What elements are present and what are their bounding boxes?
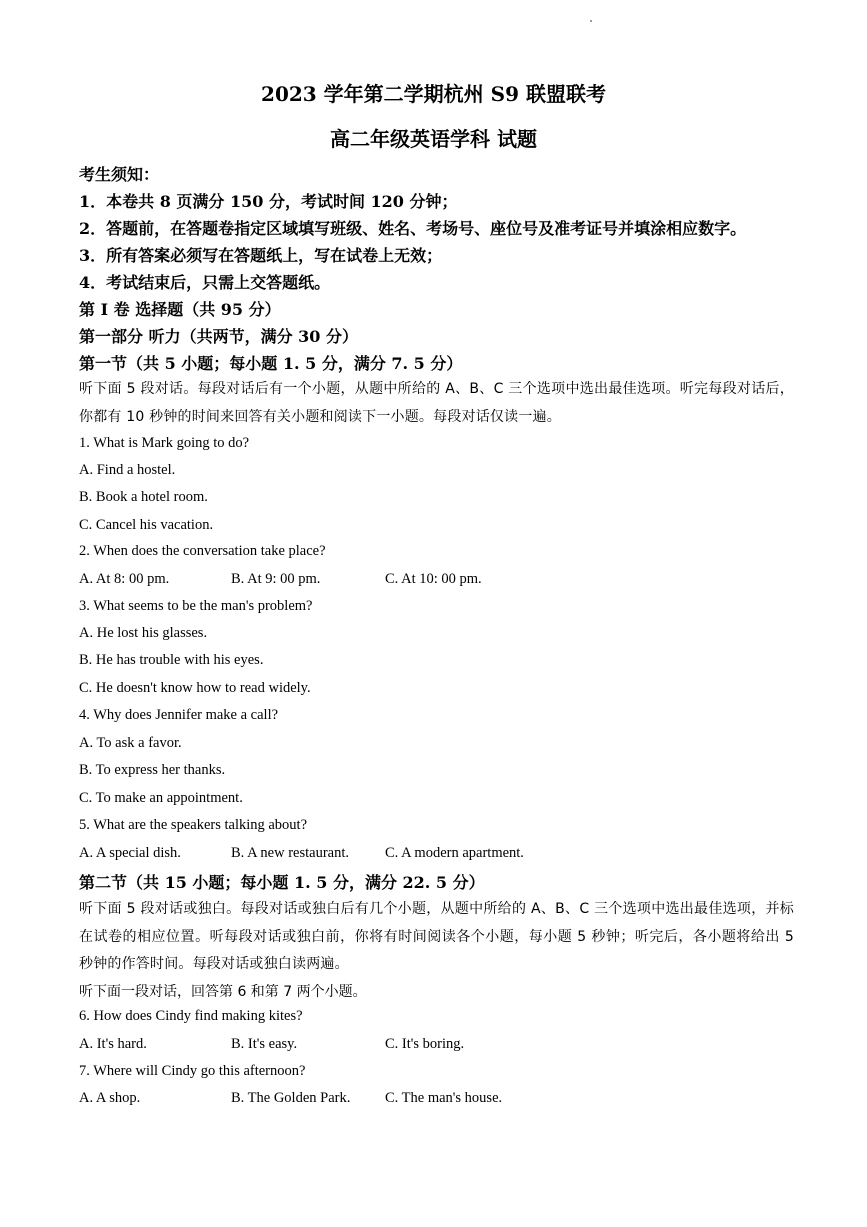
question-stem: 1. What is Mark going to do? (79, 435, 250, 451)
question-option: B. At 9: 00 pm. (231, 571, 321, 587)
question-option: B. It's easy. (231, 1036, 298, 1052)
question-option: B. A new restaurant. (231, 845, 349, 861)
exam-subtitle: 高二年级英语学科 试题 (330, 127, 537, 151)
section-two-heading: 第二节（共 15 小题；每小题 1. 5 分，满分 22. 5 分） (79, 873, 485, 892)
question-option: C. He doesn't know how to read widely. (79, 680, 311, 696)
question-option: B. Book a hotel room. (79, 489, 208, 505)
exam-title: 2023 学年第二学期杭州 S9 联盟联考 (261, 82, 606, 106)
question-option: B. He has trouble with his eyes. (79, 652, 264, 668)
question-stem: 5. What are the speakers talking about? (79, 817, 308, 833)
question-option: C. A modern apartment. (385, 845, 524, 861)
question-option: A. He lost his glasses. (79, 625, 208, 641)
question-stem: 6. How does Cindy find making kites? (79, 1008, 303, 1024)
question-stem: 3. What seems to be the man's problem? (79, 598, 313, 614)
scan-dot (590, 20, 592, 22)
question-stem: 4. Why does Jennifer make a call? (79, 707, 279, 723)
volume-heading: 第 I 卷 选择题（共 95 分） (79, 300, 281, 319)
question-option: C. Cancel his vacation. (79, 517, 214, 533)
question-option: B. The Golden Park. (231, 1090, 351, 1106)
section-one-instructions: 听下面 5 段对话。每段对话后有一个小题，从题中所给的 A、B、C 三个选项中选出最佳选项。听完每段对话后，你都有 10 秒钟的时间来回答有关小题和阅读下一小题。每段对话仅读一遍。 (79, 381, 794, 425)
question-option: C. To make an appointment. (79, 790, 243, 806)
question-option: A. A special dish. (79, 845, 181, 861)
question-option: C. At 10: 00 pm. (385, 571, 482, 587)
question-option: A. Find a hostel. (79, 462, 176, 478)
notice-item: 3．所有答案必须写在答题纸上，写在试卷上无效； (79, 246, 443, 265)
question-option: A. It's hard. (79, 1036, 147, 1052)
question-option: B. To express her thanks. (79, 762, 226, 778)
notice-item: 2．答题前，在答题卷指定区域填写班级、姓名、考场号、座位号及准考证号并填涂相应数字。 (79, 219, 747, 238)
dialogue-lead: 听下面一段对话，回答第 6 和第 7 两个小题。 (79, 984, 367, 1000)
question-option: A. At 8: 00 pm. (79, 571, 170, 587)
section-one-heading: 第一节（共 5 小题；每小题 1. 5 分，满分 7. 5 分） (79, 354, 463, 373)
section-two-instructions: 听下面 5 段对话或独白。每段对话或独白后有几个小题，从题中所给的 A、B、C 三个选项中选出最佳选项，并标在试卷的相应位置。听每段对话或独白前，你将有时间阅读各个小题，每小题 5 秒钟；听完后，各小题将给出 5 秒钟的作答时间。每段对话或独白读两遍。 (79, 901, 794, 972)
question-option: A. A shop. (79, 1090, 141, 1106)
notice-item: 1．本卷共 8 页满分 150 分，考试时间 120 分钟； (79, 192, 458, 211)
notice-heading: 考生须知： (79, 165, 160, 184)
question-option: C. It's boring. (385, 1036, 465, 1052)
question-option: C. The man's house. (385, 1090, 503, 1106)
notice-item: 4．考试结束后，只需上交答题纸。 (79, 273, 331, 292)
part-one-heading: 第一部分 听力（共两节，满分 30 分） (79, 327, 358, 346)
question-option: A. To ask a favor. (79, 735, 182, 751)
question-stem: 2. When does the conversation take place? (79, 543, 326, 559)
question-stem: 7. Where will Cindy go this afternoon? (79, 1063, 306, 1079)
